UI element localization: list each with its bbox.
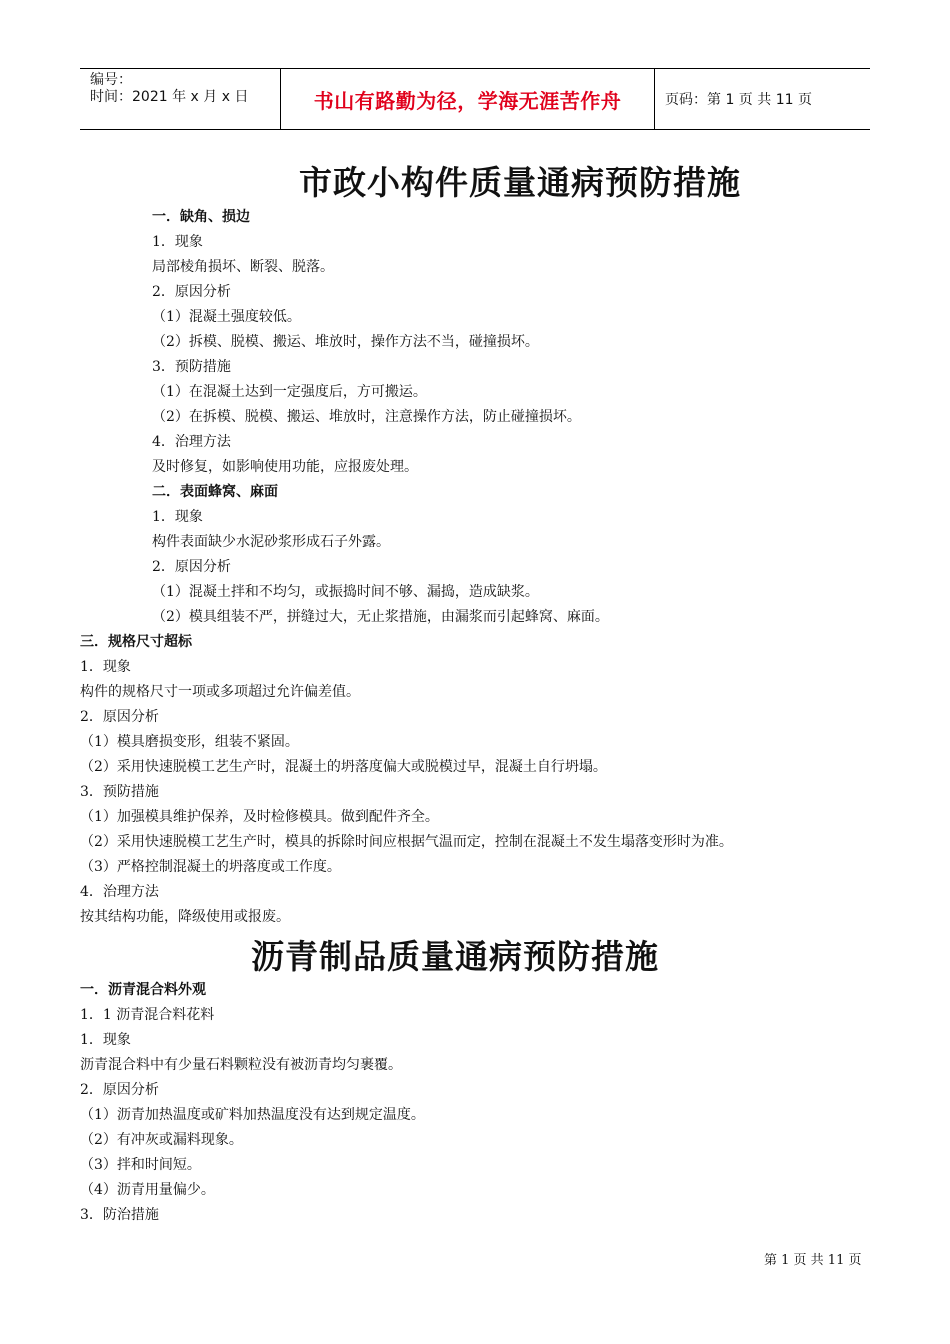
header-info-cell xyxy=(80,69,281,129)
list-item: （1）在混凝土达到一定强度后，方可搬运。 xyxy=(152,384,427,400)
list-item: （4）沥青用量偏少。 xyxy=(80,1182,215,1198)
list-item: （2）采用快速脱模工艺生产时，模具的拆除时间应根据气温而定，控制在混凝土不发生塌落变形时为准。 xyxy=(80,834,733,850)
list-item: （3）拌和时间短。 xyxy=(80,1157,201,1173)
paragraph: 沥青混合料中有少量石料颗粒没有被沥青均匀裹覆。 xyxy=(80,1057,402,1073)
list-item: （2）在拆模、脱模、搬运、堆放时，注意操作方法，防止碰撞损坏。 xyxy=(152,409,581,425)
list-item: （1）混凝土拌和不均匀，或振捣时间不够、漏捣，造成缺浆。 xyxy=(152,584,539,600)
list-item: （3）严格控制混凝土的坍落度或工作度。 xyxy=(80,859,341,875)
subheading: 1．现象 xyxy=(80,1032,131,1048)
heading: 一．沥青混合料外观 xyxy=(80,982,206,998)
subheading: 4．治理方法 xyxy=(152,434,231,450)
list-item: （1）混凝土强度较低。 xyxy=(152,309,301,325)
section-2-title: 沥青制品质量通病预防措施 xyxy=(251,937,659,976)
header-motto-cell xyxy=(281,69,655,129)
list-item: （2）拆模、脱模、搬运、堆放时，操作方法不当，碰撞损坏。 xyxy=(152,334,539,350)
footer-page-number: 第 1 页 共 11 页 xyxy=(764,1253,862,1268)
subheading: 3．预防措施 xyxy=(80,784,159,800)
paragraph: 及时修复，如影响使用功能，应报废处理。 xyxy=(152,459,418,475)
subheading: 2．原因分析 xyxy=(152,559,231,575)
heading: 二．表面蜂窝、麻面 xyxy=(152,484,278,500)
subheading: 1．1 沥青混合料花料 xyxy=(80,1007,215,1023)
header-page-number: 页码：第 1 页 共 11 页 xyxy=(665,92,812,108)
list-item: （2）采用快速脱模工艺生产时，混凝土的坍落度偏大或脱模过早，混凝土自行坍塌。 xyxy=(80,759,607,775)
paragraph: 构件的规格尺寸一项或多项超过允许偏差值。 xyxy=(80,684,360,700)
subheading: 4．治理方法 xyxy=(80,884,159,900)
paragraph: 构件表面缺少水泥砂浆形成石子外露。 xyxy=(152,534,390,550)
list-item: （1）模具磨损变形，组装不紧固。 xyxy=(80,734,299,750)
subheading: 2．原因分析 xyxy=(80,1082,159,1098)
list-item: （1）加强模具维护保养，及时检修模具。做到配件齐全。 xyxy=(80,809,439,825)
section-1-title: 市政小构件质量通病预防措施 xyxy=(299,163,741,202)
heading: 三．规格尺寸超标 xyxy=(80,634,192,650)
subheading: 3．防治措施 xyxy=(80,1207,159,1223)
document-number-label: 编号： xyxy=(90,72,132,88)
header-page-cell xyxy=(655,69,870,129)
document-header xyxy=(80,68,870,130)
list-item: （1）沥青加热温度或矿料加热温度没有达到规定温度。 xyxy=(80,1107,425,1123)
subheading: 2．原因分析 xyxy=(80,709,159,725)
subheading: 1．现象 xyxy=(152,234,203,250)
subheading: 2．原因分析 xyxy=(152,284,231,300)
heading: 一．缺角、损边 xyxy=(152,209,250,225)
subheading: 3．预防措施 xyxy=(152,359,231,375)
paragraph: 按其结构功能，降级使用或报废。 xyxy=(80,909,290,925)
document-date-label: 时间：2021 年 x 月 x 日 xyxy=(90,89,249,105)
header-motto: 书山有路勤为径，学海无涯苦作舟 xyxy=(313,88,622,113)
paragraph: 局部棱角损坏、断裂、脱落。 xyxy=(152,259,334,275)
subheading: 1．现象 xyxy=(80,659,131,675)
subheading: 1．现象 xyxy=(152,509,203,525)
list-item: （2）有冲灰或漏料现象。 xyxy=(80,1132,243,1148)
list-item: （2）模具组装不严，拼缝过大，无止浆措施，由漏浆而引起蜂窝、麻面。 xyxy=(152,609,609,625)
